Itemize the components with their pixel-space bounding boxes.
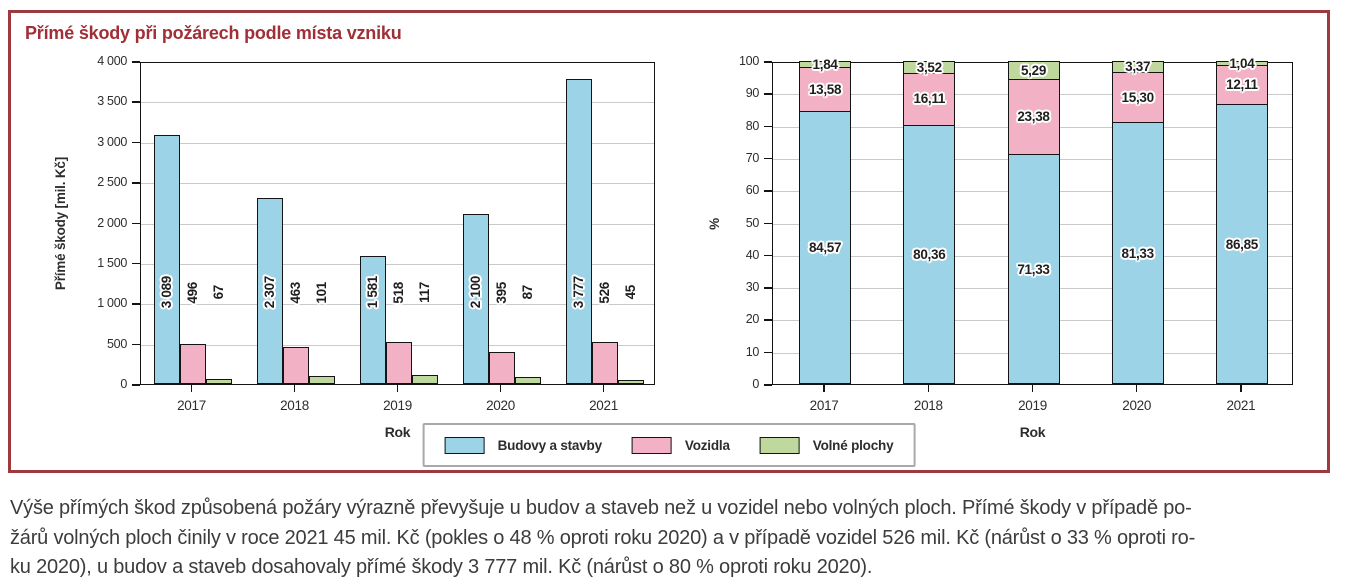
caption-line: ku 2020), u budov a staveb dosahovaly přímé škody 3 777 mil. Kč (nárůst o 80 % oproti roku 2020).: [10, 556, 873, 578]
x-axis-category-label: 2019: [1018, 398, 1047, 413]
x-axis-category-label: 2018: [913, 398, 943, 413]
segment-value-label: 84,57: [808, 240, 842, 256]
y-axis-tick: [132, 142, 140, 144]
segment-value-label: 23,38: [1017, 108, 1050, 124]
y-axis-tick: [764, 158, 772, 160]
y-axis-tick-label: 0: [120, 377, 127, 391]
y-axis-tick: [132, 344, 140, 346]
caption: [10, 494, 1346, 583]
legend-label: Vozidla: [684, 437, 730, 453]
bar-value-label: 518: [391, 281, 406, 304]
y-axis-tick-label: 0: [752, 377, 759, 391]
legend-swatch-icon: [760, 437, 800, 454]
x-axis-title: Rok: [1019, 424, 1046, 440]
x-axis-tick: [928, 385, 930, 392]
y-axis-tick-label: 500: [107, 336, 127, 351]
bar-value-label: 2 100: [468, 276, 483, 309]
chart-legend: [423, 423, 916, 467]
y-axis-tick-label: 3 500: [97, 94, 127, 109]
bar-value-label: 101: [314, 281, 329, 304]
segment-value-label: 3,37: [1125, 59, 1151, 75]
segment-value-label: 12,11: [1226, 76, 1258, 92]
x-axis-category-label: 2019: [383, 398, 412, 413]
bar-volné-plochy: [206, 379, 232, 384]
y-axis-tick-label: 100: [739, 54, 759, 68]
segment-value-label: 1,84: [812, 57, 838, 73]
bar-volné-plochy: [515, 377, 541, 384]
y-axis-tick-label: 40: [745, 247, 759, 262]
y-axis-tick-label: 1 500: [97, 255, 127, 270]
y-axis-tick-label: 1 000: [97, 296, 127, 311]
x-axis-category-label: 2020: [1122, 398, 1152, 413]
y-axis-tick-label: 70: [745, 150, 759, 165]
y-axis-tick: [132, 384, 140, 386]
x-axis-tick: [294, 385, 296, 392]
y-axis-tick: [764, 319, 772, 321]
bar-value-label: 117: [417, 281, 432, 303]
bar-value-label: 87: [520, 285, 535, 300]
y-axis-tick: [764, 93, 772, 95]
segment-value-label: 1,04: [1229, 55, 1255, 71]
x-axis-category-label: 2021: [1226, 398, 1256, 413]
chart-panel: [8, 10, 1330, 473]
segment-value-label: 15,30: [1121, 89, 1154, 105]
bar-value-label: 526: [597, 281, 612, 304]
y-axis-title: %: [706, 217, 722, 230]
segment-value-label: 3,52: [916, 59, 942, 75]
y-axis-tick: [132, 263, 140, 265]
segment-value-label: 13,58: [808, 81, 842, 97]
legend-swatch-icon: [632, 437, 672, 454]
legend-swatch-icon: [445, 437, 485, 454]
x-axis-category-label: 2017: [809, 398, 839, 413]
bar-volné-plochy: [412, 375, 438, 384]
y-axis-tick: [132, 61, 140, 63]
panel-title: Přímé škody při požárech podle místa vzniku: [25, 23, 402, 43]
legend-item: [760, 437, 894, 454]
y-axis-tick-label: 20: [745, 312, 759, 327]
bar-vozidla: [283, 347, 309, 384]
segment-value-label: 71,33: [1017, 261, 1050, 277]
y-axis-tick: [764, 61, 772, 63]
bar-value-label: 3 777: [571, 276, 586, 309]
bar-value-label: 45: [623, 285, 638, 300]
bar-volné-plochy: [618, 380, 644, 384]
y-axis-tick-label: 2 500: [97, 175, 127, 190]
bar-vozidla: [489, 352, 515, 384]
segment-value-label: 80,36: [913, 247, 946, 263]
segment-value-label: 86,85: [1225, 236, 1259, 252]
legend-item: [632, 437, 730, 454]
y-axis-tick: [132, 303, 140, 305]
y-axis-tick-label: 50: [745, 215, 759, 230]
y-axis-tick-label: 60: [745, 183, 759, 198]
y-axis-tick: [764, 352, 772, 354]
y-axis-tick: [764, 223, 772, 225]
y-axis-tick: [764, 190, 772, 192]
caption-line: žárů volných ploch činily v roce 2021 45 mil. Kč (pokles o 48 % oproti roku 2020) a v případě vozidel 526 mil. Kč (nárůst o 33 % oproti ro-: [10, 526, 1196, 549]
y-axis-tick: [764, 255, 772, 257]
plot-area: [140, 62, 655, 385]
bar-vozidla: [386, 342, 412, 384]
y-axis-tick: [764, 384, 772, 386]
segment-value-label: 81,33: [1121, 245, 1154, 261]
x-axis-tick: [603, 385, 605, 392]
bar-vozidla: [592, 342, 618, 384]
y-axis-tick-label: 2 000: [97, 215, 127, 230]
y-axis-tick-label: 10: [745, 344, 759, 359]
legend-label: Budovy a stavby: [497, 437, 602, 453]
x-axis-tick: [500, 385, 502, 392]
bar-value-label: 3 089: [159, 276, 174, 309]
legend-label: Volné plochy: [812, 437, 894, 453]
y-axis-tick: [764, 126, 772, 128]
y-axis-tick: [132, 223, 140, 225]
x-axis-tick: [397, 385, 399, 392]
bar-value-label: 1 581: [365, 276, 380, 309]
y-axis-tick: [132, 101, 140, 103]
bar-value-label: 67: [211, 285, 226, 300]
x-axis-tick: [1032, 385, 1034, 392]
x-axis-tick: [823, 385, 825, 392]
x-axis-title: Rok: [384, 424, 411, 440]
y-axis-tick: [132, 182, 140, 184]
x-axis-tick: [191, 385, 193, 392]
y-axis-tick: [764, 287, 772, 289]
x-axis-category-label: 2021: [589, 398, 618, 413]
x-axis-category-label: 2020: [486, 398, 515, 413]
segment-value-label: 16,11: [913, 91, 946, 107]
y-axis-tick-label: 80: [745, 118, 759, 133]
x-axis-category-label: 2018: [280, 398, 309, 413]
bar-value-label: 496: [185, 281, 200, 304]
segment-value-label: 5,29: [1020, 62, 1047, 78]
y-axis-tick-label: 30: [745, 280, 759, 295]
bar-vozidla: [180, 344, 206, 384]
legend-item: [445, 437, 602, 454]
y-axis-tick-label: 3 000: [97, 134, 127, 149]
bar-volné-plochy: [309, 376, 335, 384]
y-axis-tick-label: 4 000: [97, 54, 127, 68]
x-axis-category-label: 2017: [177, 398, 206, 413]
caption-line: Výše přímých škod způsobená požáry výrazně převyšuje u budov a staveb než u vozidel nebo volných ploch. Přímé škody v případě po-: [10, 497, 1192, 519]
x-axis-tick: [1240, 385, 1242, 392]
y-axis-tick-label: 90: [745, 86, 759, 101]
x-axis-tick: [1136, 385, 1138, 392]
bar-value-label: 395: [494, 281, 509, 304]
bar-value-label: 463: [288, 281, 303, 304]
plot-area: [772, 55, 1293, 385]
y-axis-title: Přímé škody [mil. Kč]: [52, 156, 68, 291]
bar-value-label: 2 307: [262, 276, 277, 309]
